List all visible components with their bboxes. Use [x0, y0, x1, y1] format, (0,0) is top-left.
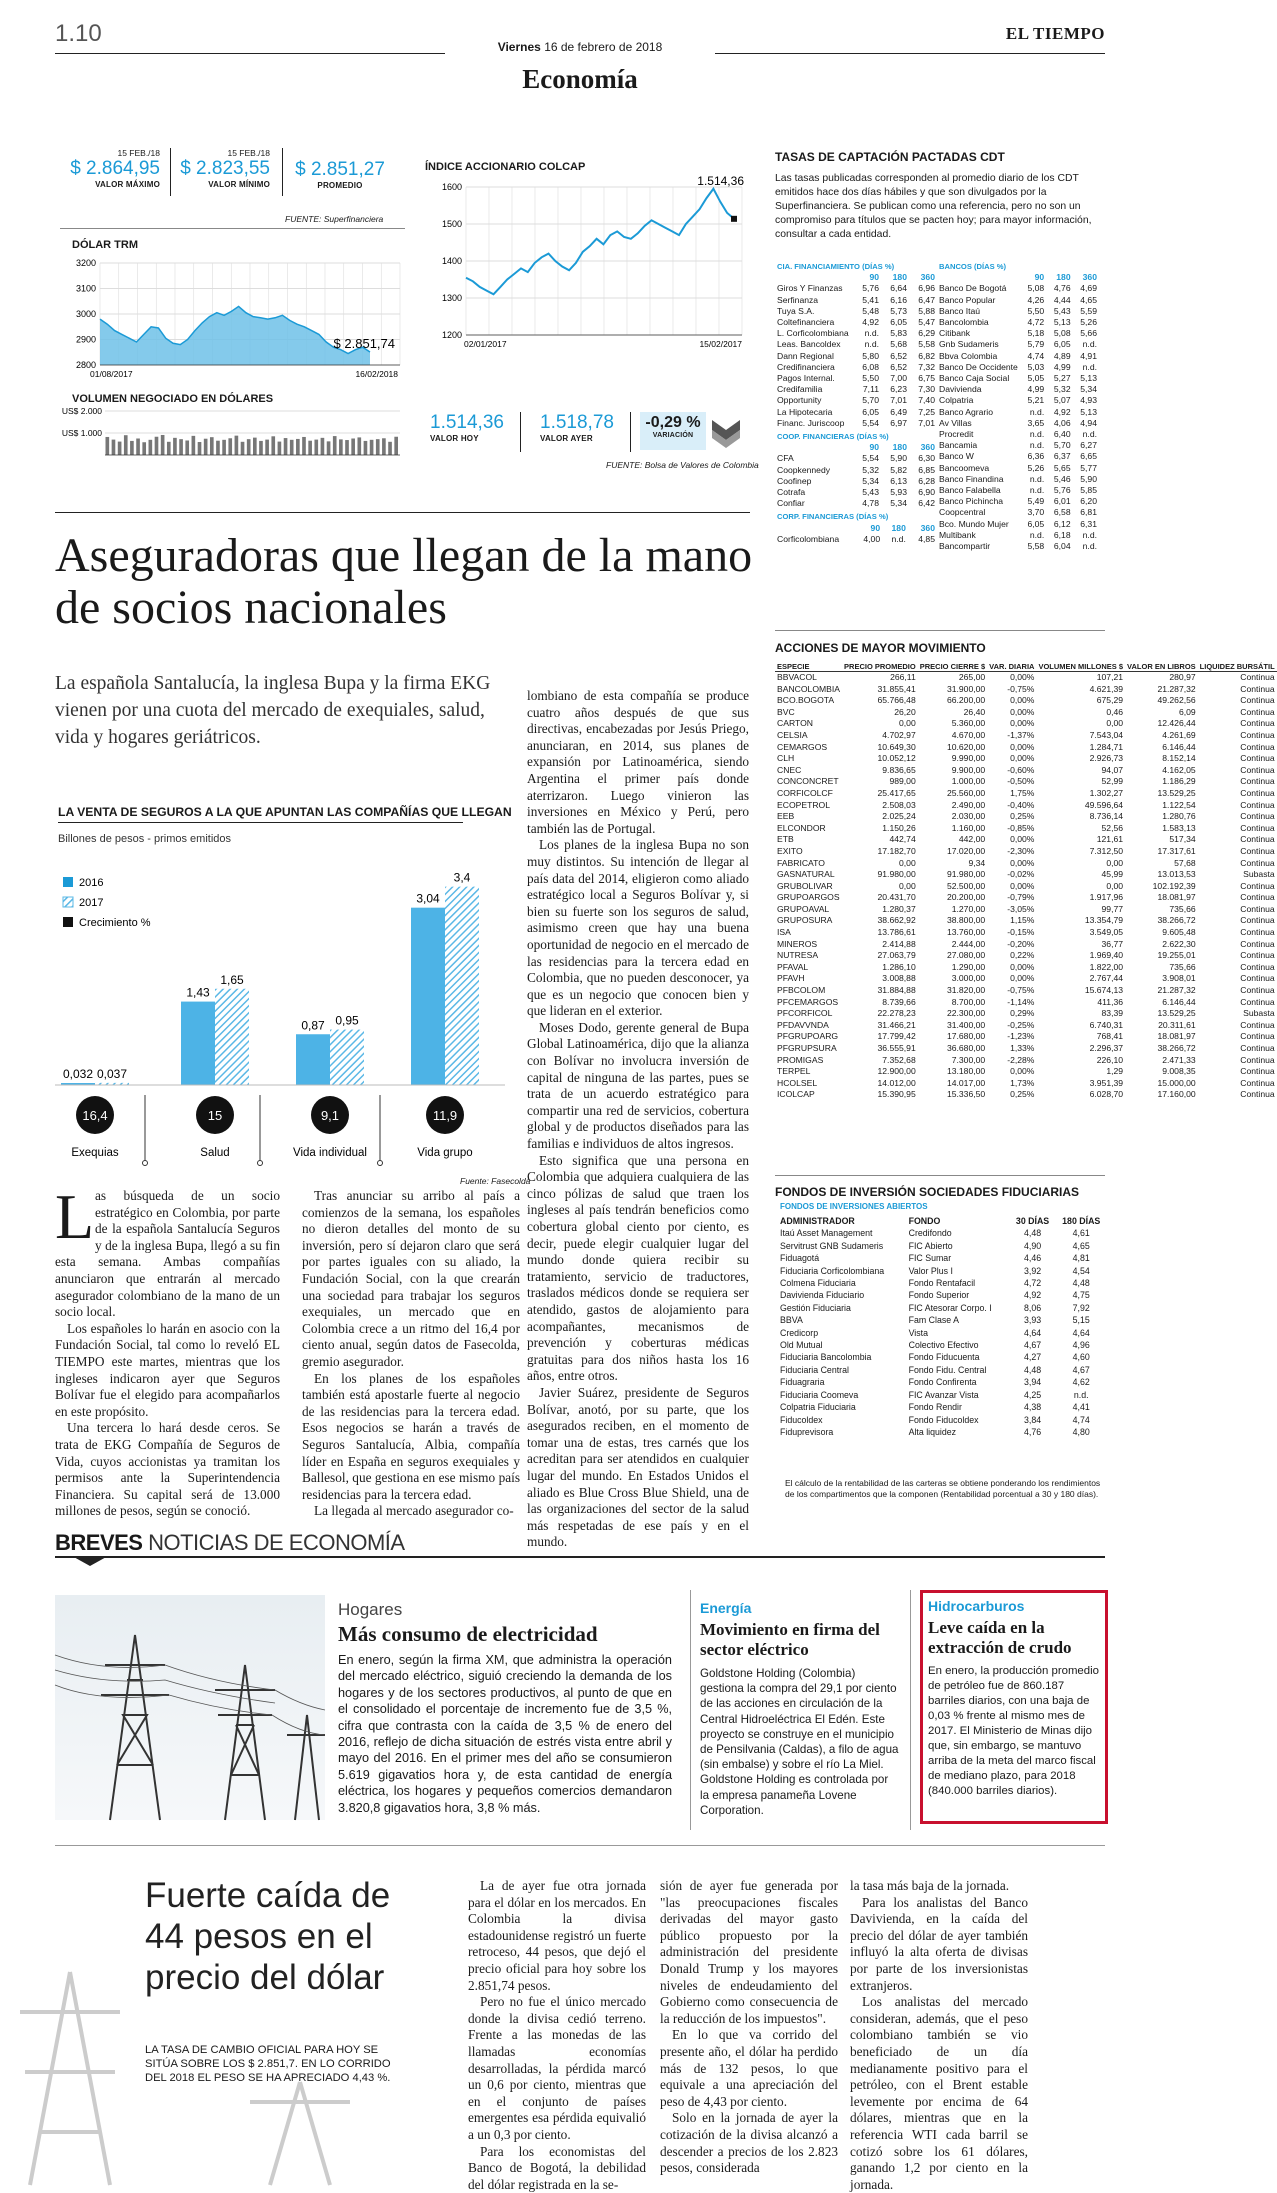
table-row: Banco Agrario n.d. 4,92 5,13	[937, 407, 1099, 418]
table-row: Banco W 6,36 6,37 6,65	[937, 451, 1099, 462]
volume-bar	[161, 435, 165, 455]
volume-bar	[302, 437, 306, 455]
volume-bar	[253, 438, 257, 455]
table-row: Fiduciaria Bancolombia Fondo Fiducuenta 4,27 4,60	[777, 1351, 1107, 1363]
table-row: Gestión Fiduciaria FIC Atesorar Corpo. I 8,06 7,92	[777, 1302, 1107, 1314]
growth-label: 9,1	[321, 1108, 339, 1123]
table-row: ECOPETROL 2.508,03 2.490,00 -0,40% 49.596,64 1.122,54 Continua	[775, 800, 1277, 812]
colcap-summary: 1.514,36 VALOR HOY 1.518,78 VALOR AYER -0,29 % VARIACIÓN	[430, 412, 750, 468]
legend-label: 2016	[79, 877, 103, 889]
table-row: PFDAVVNDA 31.466,21 31.400,00 -0,25% 6.740,31 20.311,61 Continua	[775, 1020, 1277, 1032]
table-header: 90 180 360	[775, 442, 937, 453]
volume-bar	[124, 435, 128, 455]
energia-kicker: Energía	[700, 1600, 751, 1616]
volume-bar	[179, 439, 183, 455]
volumen-chart-title: VOLUMEN NEGOCIADO EN DÓLARES	[72, 393, 273, 405]
chevron-down-icon	[712, 416, 740, 448]
y-tick-label: US$ 1.000	[62, 428, 102, 438]
value-label-2017: 3,4	[454, 871, 471, 885]
table-row: Banco Itaú 5,50 5,43 5,59	[937, 306, 1099, 317]
table-row: Opportunity 5,70 7,01 7,40	[775, 395, 937, 406]
volume-bar	[388, 442, 392, 455]
volume-bar	[327, 441, 331, 455]
trm-chart-title: DÓLAR TRM	[72, 239, 138, 251]
volume-bar	[321, 438, 325, 455]
growth-label: 15	[208, 1108, 222, 1123]
table-row: Fiduagotá FIC Sumar 4,46 4,81	[777, 1252, 1107, 1264]
seguros-chart-title: LA VENTA DE SEGUROS A LA QUE APUNTAN LAS COMPAÑÍAS QUE LLEGAN	[58, 805, 512, 819]
y-tick-label: 2800	[76, 360, 96, 370]
volume-bar	[314, 440, 318, 455]
paragraph: Una tercera lo hará desde ceros. Se trata de EKG Compañía de Seguros de Vida, cuyos accionistas ya tramitan los permisos ante la Superintendencia Financiera. Su capital será de 13.000 millones de pesos, según se conoció.	[55, 1420, 280, 1520]
table-row: Coopkennedy 5,32 5,82 6,85	[775, 465, 937, 476]
table-row: Coopcentral 3,70 6,58 6,81	[937, 507, 1099, 518]
value-label-2017: 1,65	[220, 973, 244, 987]
x-tick-label: 01/08/2017	[90, 369, 133, 379]
x-tick-label: 16/02/2018	[355, 369, 398, 379]
table-row: Gnb Sudameris 5,79 6,05 n.d.	[937, 339, 1099, 350]
table-row: Av Villas 3,65 4,06 4,94	[937, 418, 1099, 429]
table-row: Banco Popular 4,26 4,44 4,65	[937, 295, 1099, 306]
legend-swatch	[63, 897, 73, 907]
hogares-title: Más consumo de electricidad	[338, 1622, 598, 1647]
table-row: Citibank 5,18 5,08 5,66	[937, 328, 1099, 339]
volume-bar	[382, 438, 386, 455]
y-tick-label: 3000	[76, 309, 96, 319]
seguros-source: Fuente: Fasecolda	[460, 1176, 530, 1186]
hidrocarburos-title: Leve caída en la extracción de crudo	[928, 1618, 1103, 1658]
cdt-table	[937, 261, 1099, 552]
power-lines-photo	[55, 1595, 325, 1820]
hidrocarburos-kicker: Hidrocarburos	[928, 1598, 1024, 1614]
dolar-story-deck: LA TASA DE CAMBIO OFICIAL PARA HOY SE SITÚA SOBRE LOS $ 2.851,7. EN LO CORRIDO DEL 2018 EL PESO SE HA APRECIADO 4,43 %.	[145, 2043, 405, 2085]
legend-label: Crecimiento %	[79, 917, 151, 929]
category-label: Exequias	[71, 1147, 119, 1159]
colcap-last-label: 1.514,36	[697, 174, 744, 188]
volume-bar	[339, 439, 343, 455]
table-row: Itaú Asset Management Credifondo 4,48 4,61	[777, 1227, 1107, 1239]
table-row: CONCONCRET 989,00 1.000,00 -0,50% 52,99 1.186,29 Continua	[775, 776, 1277, 788]
table-row: Cotrafa 5,43 5,93 6,90	[775, 487, 937, 498]
energia-title: Movimiento en firma del sector eléctrico	[700, 1620, 890, 1660]
paragraph: Esto significa que una persona en Colombia que adquiera cualquiera de las cinco pólizas de salud que traen los ingleses al país tendrán beneficios como cobertura global ciento por ciento, es decir, puede elegir cualquier lugar del mundo donde quiera recibir su tratamiento, servicio de traductores, traslados médicos donde se requiera ser atendido, gastos de alojamiento para acompañantes, mecanismos de prevención y coberturas médicas gratuitas para dos niños hasta los 16 años, entre otros.	[527, 1153, 749, 1385]
colcap-ayer-value: 1.518,78	[540, 412, 614, 434]
fondos-table	[777, 1215, 1107, 1438]
volume-bar	[136, 439, 140, 456]
bar-2017	[215, 989, 249, 1085]
dolar-story-col1	[468, 1878, 646, 2193]
table-row: CFA 5,54 5,90 6,30	[775, 453, 937, 464]
y-tick-label: 2900	[76, 335, 96, 345]
volume-bar	[278, 442, 282, 455]
y-tick-label: 3200	[76, 258, 96, 268]
table-row: HCOLSEL 14.012,00 14.017,00 1,73% 3.951,39 15.000,00 Continua	[775, 1078, 1277, 1090]
value-label-2016: 3,04	[416, 892, 440, 906]
table-row: Colpatria 5,21 5,07 4,93	[937, 395, 1099, 406]
table-row: GRUBOLIVAR 0,00 52.500,00 0,00% 0,00 102.192,39 Continua	[775, 881, 1277, 893]
page-header	[55, 20, 1105, 100]
brand-logo: EL TIEMPO	[1006, 24, 1105, 44]
table-header: 90 180 360	[775, 523, 937, 534]
y-tick-label: 1200	[442, 330, 462, 340]
volume-bar	[228, 438, 232, 455]
table-row: Fiduagraria Fondo Confirenta 3,94 4,62	[777, 1376, 1107, 1388]
table-row: TERPEL 12.900,00 13.180,00 0,00% 1,29 9.008,35 Continua	[775, 1066, 1277, 1078]
cdt-left-tables	[775, 261, 945, 545]
table-row: ISA 13.786,61 13.760,00 -0,15% 3.549,05 9.605,48 Continua	[775, 927, 1277, 939]
paragraph: la tasa más baja de la jornada.	[850, 1878, 1028, 1895]
dolar-story-col3	[850, 1878, 1028, 2193]
cdt-intro: Las tasas publicadas corresponden al promedio diario de los CDT emitidos hace dos días hábiles y que son divulgados por la Superfinanciera. Se publican como una referencia, pero no son un compromiso para títulos que se pacten hoy; para mayor información, consultar a cada entidad.	[775, 172, 1105, 242]
value-label-2016: 0,87	[301, 1018, 325, 1032]
volume-bar	[296, 439, 300, 455]
growth-label: 11,9	[433, 1108, 457, 1123]
volume-bar	[265, 440, 269, 455]
paragraph: Solo en la jornada de ayer la cotización de la divisa alcanzó a descender a precios de los 2.823 pesos, considerada	[660, 2110, 838, 2176]
volume-bar	[284, 438, 288, 455]
fondos-subtitle: FONDOS DE INVERSIONES ABIERTOS	[780, 1202, 928, 1211]
volume-bar	[149, 440, 153, 455]
y-tick-label: 3100	[76, 284, 96, 294]
table-row: CEMARGOS 10.649,30 10.620,00 0,00% 1.284,71 6.146,44 Continua	[775, 742, 1277, 754]
volume-bar	[290, 440, 294, 455]
seguros-chart	[55, 845, 525, 1195]
table-row: Banco De Occidente 5,03 4,99 n.d.	[937, 362, 1099, 373]
divider-dot	[258, 1161, 263, 1166]
table-row: Bancoomeva 5,26 5,65 5,77	[937, 463, 1099, 474]
volume-bar	[222, 440, 226, 455]
table-row: FABRICATO 0,00 9,34 0,00% 0,00 57,68 Continua	[775, 858, 1277, 870]
legend-label: 2017	[79, 897, 103, 909]
table-row: Bancompartir 5,58 6,04 n.d.	[937, 541, 1099, 552]
acciones-title: ACCIONES DE MAYOR MOVIMIENTO	[775, 641, 986, 655]
table-row: Fiduciaria Coomeva FIC Avanzar Vista 4,25 n.d.	[777, 1389, 1107, 1401]
category-label: Vida grupo	[417, 1147, 472, 1159]
value-label-2016: 0,032	[63, 1067, 93, 1081]
aseguradoras-dropcap: L	[55, 1185, 94, 1249]
volume-bar	[167, 442, 171, 455]
table-row: MINEROS 2.414,88 2.444,00 -0,20% 36,77 2.622,30 Continua	[775, 939, 1277, 951]
paragraph: sión de ayer fue generada por "las preocupaciones fiscales derivadas del mayor gasto público propuesto por la administración del presidente Donald Trump y los mayores niveles de endeudamiento del Gobierno como consecuencia de la reducción de los impuestos".	[660, 1878, 838, 2027]
table-row: Procredit n.d. 6,40 n.d.	[937, 429, 1099, 440]
table-row: PFGRUPSURA 36.555,91 36.680,00 1,33% 2.296,37 38.266,72 Continua	[775, 1043, 1277, 1055]
paragraph: as búsqueda de un socio estratégico en Colombia, por parte de la española Santalucía Seguros y de la inglesa Bupa, llegó a su fin esta semana. Ambas compañías anunciaron que entrarán al mercado asegurador colombiano de la mano de un socio local.	[55, 1188, 280, 1321]
table-group-header: BANCOS (DÍAS %)	[937, 261, 1099, 272]
breves-label: BREVES NOTICIAS DE ECONOMÍA	[55, 1530, 405, 1556]
colcap-chart	[420, 175, 750, 355]
paragraph: En lo que va corrido del presente año, el dólar ha perdido más de 132 pesos, lo que equivale a una apreciación del peso de 4,43 por ciento.	[660, 2027, 838, 2110]
bar-2017	[445, 887, 479, 1085]
table-row: EEB 2.025,24 2.030,00 0,25% 8.736,14 1.280,76 Continua	[775, 811, 1277, 823]
trm-last-label: $ 2.851,74	[334, 336, 395, 351]
y-tick-label: 1400	[442, 256, 462, 266]
aseguradoras-deck: La española Santalucía, la inglesa Bupa y la firma EKG vienen por una cuota del mercado de exequiales, salud, vida y hogares geriátricos.	[55, 670, 520, 751]
table-row: CARTON 0,00 5.360,00 0,00% 0,00 12.426,44 Continua	[775, 718, 1277, 730]
table-row: Banco Caja Social 5,05 5,27 5,13	[937, 373, 1099, 384]
table-row: Colpatria Fiduciaria Fondo Rendir 4,38 4,41	[777, 1401, 1107, 1413]
colcap-chart-title: ÍNDICE ACCIONARIO COLCAP	[425, 161, 585, 173]
table-row: ICOLCAP 15.390,95 15.336,50 0,25% 6.028,70 17.160,00 Continua	[775, 1089, 1277, 1101]
table-row: Fiduciaria Corficolombiana Valor Plus I 3,92 4,54	[777, 1265, 1107, 1277]
table-row: Coltefinanciera 4,92 6,05 5,47	[775, 317, 937, 328]
page-number: 1.10	[55, 20, 102, 48]
table-row: Banco Falabella n.d. 5,76 5,85	[937, 485, 1099, 496]
cdt-title: TASAS DE CAPTACIÓN PACTADAS CDT	[775, 150, 1005, 164]
table-row: PFCORFICOL 22.278,23 22.300,00 0,29% 83,39 13.529,25 Subasta	[775, 1008, 1277, 1020]
seguros-chart-subtitle: Billones de pesos - primos emitidos	[58, 833, 231, 845]
table-row: Davivienda 4,99 5,32 5,34	[937, 384, 1099, 395]
table-row: CLH 10.052,12 9.990,00 0,00% 2.926,73 8.152,14 Continua	[775, 753, 1277, 765]
table-row: PFAVH 3.008,88 3.000,00 0,00% 2.767,44 3.908,01 Continua	[775, 973, 1277, 985]
table-row: Corficolombiana 4,00 n.d. 4,85	[775, 534, 937, 545]
table-row: CNEC 9.836,65 9.900,00 -0,60% 94,07 4.162,05 Continua	[775, 765, 1277, 777]
table-row: BVC 26,20 26,40 0,00% 0,46 6,09 Continua	[775, 707, 1277, 719]
paragraph: La de ayer fue otra jornada para el dólar en los mercados. En Colombia la divisa estadounidense registró un fuerte retroceso, 44 pesos, que dejó el precio oficial para hoy sobre los 2.851,74 pesos.	[468, 1878, 646, 1994]
value-label-2017: 0,95	[335, 1014, 359, 1028]
volume-bar	[357, 437, 361, 455]
value-label-2016: 1,43	[186, 986, 210, 1000]
table-group-header: COOP. FINANCIERAS (DÍAS %)	[775, 431, 937, 442]
y-tick-label: 1600	[442, 182, 462, 192]
table-row: BBVACOL 266,11 265,00 0,00% 107,21 280,97 Continua	[775, 672, 1277, 684]
table-row: Financ. Juriscoop 5,54 6,97 7,01	[775, 418, 937, 429]
table-row: Bco. Mundo Mujer 6,05 6,12 6,31	[937, 519, 1099, 530]
volume-bar	[192, 436, 196, 455]
table-header: ADMINISTRADOR FONDO 30 DÍAS 180 DÍAS	[777, 1215, 1107, 1227]
category-label: Vida individual	[293, 1147, 367, 1159]
volume-bar	[216, 441, 220, 455]
volume-bar	[370, 440, 374, 455]
paragraph: Tras anunciar su arribo al país a comienzos de la semana, los españoles no dieron detalles del monto de su inversión, pero sí dejaron claro que será por partes iguales con su aliado, la Fundación Social, con la que crearán una sociedad para trabajar los seguros exequiales, un mercado que en Colombia crece a un ritmo del 16,4 por ciento anual, según datos de Fasecolda, gremio asegurador.	[302, 1188, 520, 1371]
table-row: NUTRESA 27.063,79 27.080,00 0,22% 1.969,40 19.255,01 Continua	[775, 950, 1277, 962]
table-group-header: CORP. FINANCIERAS (DÍAS %)	[775, 511, 937, 522]
cdt-table	[775, 261, 937, 429]
table-row: Serfinanza 5,41 6,16 6,47	[775, 295, 937, 306]
aseguradoras-col2	[302, 1188, 520, 1520]
table-row: L. Corficolombiana n.d. 5,83 6,29	[775, 328, 937, 339]
volume-bar	[308, 441, 312, 455]
dolar-story-headline: Fuerte caída de 44 pesos en el precio del dólar	[145, 1875, 435, 1998]
table-header: 90 180 360	[937, 272, 1099, 283]
paragraph: Javier Suárez, presidente de Seguros Bolívar, anotó, por su parte, que los asegurados reciben, en el momento de tomar una de estas, tres carnés que los acreditan para ser atendidos en cualquier lugar del mundo. En Estados Unidos el aliado es Blue Cross Blue Shield, una de las organizaciones del sector de la salud más respetadas de ese país y en el mundo.	[527, 1385, 749, 1551]
table-row: Davivienda Fiduciario Fondo Superior 4,92 4,75	[777, 1289, 1107, 1301]
acciones-table	[775, 662, 1277, 1101]
table-row: Fiduprevisora Alta liquidez 4,76 4,80	[777, 1426, 1107, 1438]
cdt-table	[775, 431, 937, 509]
dolar-story-col2	[660, 1878, 838, 2177]
bar-2016	[181, 1002, 215, 1085]
paragraph: lombiano de esta compañía se produce cuatro años después de que sus directivas, encabezadas por Jesús Priego, anunciaran, en 2014, sus planes de expansión por Latinoamérica, siendo Argentina el primer país donde aterrizaron. Luego vinieron las inversiones en México y Perú, pero también las de Portugal.	[527, 688, 749, 837]
legend-swatch	[63, 877, 73, 887]
table-row: Credicorp Vista 4,64 4,64	[777, 1327, 1107, 1339]
volume-bar	[118, 442, 122, 455]
table-row: ELCONDOR 1.150,26 1.160,00 -0,85% 52,56 1.583,13 Continua	[775, 823, 1277, 835]
table-row: Tuya S.A. 5,48 5,73 5,88	[775, 306, 937, 317]
table-row: GRUPOAVAL 1.280,37 1.270,00 -3,05% 99,77 735,66 Continua	[775, 904, 1277, 916]
hogares-body: En enero, según la firma XM, que administra la operación del mercado eléctrico, siguió creciendo la demanda de los hogares y de los sectores productivos, al punto de que en el consolidado el porcentaje de incremento fue de 3,5 %, cifra que contrasta con la caída de 3,5 % de enero del 2016, reflejo de dicha situación de estrés vista entre abril y mayo del 2016. En el primer mes del año se consumieron 5.619 gigavatios hora y, de esta cantidad de energía eléctrica, los hogares y pequeños comercios demandaron 3.820,8 gigavatios hora, 3,8 % más.	[338, 1652, 672, 1816]
volume-bar	[204, 439, 208, 455]
hogares-kicker: Hogares	[338, 1600, 402, 1620]
dolar-source: FUENTE: Superfinanciera	[285, 214, 383, 224]
table-row: Confiar 4,78 5,34 6,42	[775, 498, 937, 509]
table-row: Old Mutual Colectivo Efectivo 4,67 4,96	[777, 1339, 1107, 1351]
table-row: BBVA Fam Clase A 3,93 5,15	[777, 1314, 1107, 1326]
breves-notch-icon	[72, 1556, 108, 1566]
table-row: Pagos Internal. 5,50 7,00 6,75	[775, 373, 937, 384]
table-row: Coofinep 5,34 6,13 6,28	[775, 476, 937, 487]
volume-bar	[112, 440, 116, 455]
table-row: PFBCOLOM 31.884,88 31.820,00 -0,75% 15.674,13 21.287,32 Continua	[775, 985, 1277, 997]
table-header: 90 180 360	[775, 272, 937, 283]
table-row: Fiducoldex Fondo Fiducoldex 3,84 4,74	[777, 1414, 1107, 1426]
aseguradoras-col1	[55, 1188, 280, 1520]
bar-2016	[296, 1034, 330, 1085]
colcap-source: FUENTE: Bolsa de Valores de Colombia	[606, 460, 759, 470]
aseguradoras-col3	[527, 688, 749, 1551]
y-tick-label: US$ 2.000	[62, 406, 102, 416]
table-row: PFCEMARGOS 8.739,66 8.700,00 -1,14% 411,36 6.146,44 Continua	[775, 997, 1277, 1009]
volume-bar	[364, 441, 368, 455]
bar-2016	[411, 908, 445, 1085]
y-tick-label: 1500	[442, 219, 462, 229]
section-title: Economía	[55, 64, 1105, 95]
volume-bar	[394, 437, 398, 455]
cdt-table	[775, 511, 937, 545]
volume-bar	[155, 437, 159, 455]
energia-body: Goldstone Holding (Colombia) gestiona la compra del 29,1 por ciento de las acciones en circulación de la Central Hidroeléctrica El Edén. Este proyecto se construye en el municipio de Pensilvania (Caldas), a filo de agua (sin embalse) y sobre el río La Miel. Goldstone Holding es controlada por la empresa panameña Lovene Corporation.	[700, 1666, 900, 1818]
volume-bar	[198, 442, 202, 455]
table-row: PFGRUPOARG 17.799,42 17.680,00 -1,23% 768,41 18.081,97 Continua	[775, 1031, 1277, 1043]
dolar-max-value: $ 2.864,95	[60, 158, 160, 180]
volume-bar	[271, 436, 275, 455]
trm-area	[100, 306, 370, 365]
volume-bar	[210, 437, 214, 455]
colcap-last-point	[731, 216, 737, 222]
table-group-header: CIA. FINANCIAMIENTO (DÍAS %)	[775, 261, 937, 272]
volume-bar	[106, 437, 110, 455]
paragraph: Para los analistas del Banco Davivienda, en la caída del precio del dólar de ayer también influyó la alta oferta de divisas por parte de los inversionistas extranjeros.	[850, 1895, 1028, 1995]
x-tick-label: 15/02/2017	[699, 339, 742, 349]
dolar-avg-value: $ 2.851,27	[290, 159, 390, 181]
divider-dot	[143, 1161, 148, 1166]
table-row: Bancamia n.d. 5,70 6,27	[937, 440, 1099, 451]
divider-dot	[378, 1161, 383, 1166]
volume-bar	[259, 441, 263, 455]
paragraph: Los analistas del mercado consideran, además, que el peso colombiano también se vio beneficiado de un día medianamente positivo para el petróleo, con el Brent estable levemente por encima de 64 dólares, mientras que en la referencia WTI cada barril se cotizó sobre los 61 dólares, ganando 1,2 por ciento en la jornada.	[850, 1994, 1028, 2193]
volume-bar	[345, 440, 349, 455]
volumen-chart	[60, 405, 405, 477]
paragraph: Para los economistas del Banco de Bogotá, la debilidad del dólar registrada en la se-	[468, 2144, 646, 2193]
table-row: GRUPOSURA 38.662,92 38.800,00 1,15% 13.354,79 38.266,72 Continua	[775, 915, 1277, 927]
volume-bar	[235, 436, 239, 455]
trm-chart	[60, 255, 405, 385]
table-row: GASNATURAL 91.980,00 91.980,00 -0,02% 45,99 13.013,53 Subasta	[775, 869, 1277, 881]
table-row: Credifamilia 7,11 6,23 7,30	[775, 384, 937, 395]
paragraph: Moses Dodo, gerente general de Bupa Global Latinoamérica, dijo que la alianza con Bolívar no involucra inversión de capital de ninguna de las partes, pues se trata de un acuerdo estratégico para compartir una red de servicios, cobertura global y de productos diseñados para las familias e individuos de altos ingresos.	[527, 1020, 749, 1153]
table-row: Multibank n.d. 6,18 n.d.	[937, 530, 1099, 541]
paragraph: Los españoles lo harán en asocio con la Fundación Social, tal como lo reveló EL TIEMPO este martes, mientras que los ingleses indicaron ayer que Seguros Bolívar fue el elegido para acompañarlos en este propósito.	[55, 1321, 280, 1421]
x-tick-label: 02/01/2017	[464, 339, 507, 349]
volume-bar	[241, 442, 245, 455]
paragraph: Los planes de la inglesa Bupa no son muy distintos. Su intención de llegar al país data del 2014, eligieron como aliado estratégico local a Seguros Bolívar y, si bien su fuerte son los seguros de salud, asimismo creen que hay una buena oportunidad de negocio en el mercado de las residencias para la tercera edad en Colombia, que no pueden desconocer, ya que es un negocio que conocen bien y que lideran en el exterior.	[527, 837, 749, 1020]
table-row: Banco De Bogotá 5,08 4,76 4,69	[937, 283, 1099, 294]
table-row: GRUPOARGOS 20.431,70 20.200,00 -0,79% 1.917,96 18.081,97 Continua	[775, 892, 1277, 904]
fondos-note: El cálculo de la rentabilidad de las carteras se obtiene ponderando los rendimientos de los compartimentos que la componen (Rentabilidad porcentual a 30 y 180 días).	[785, 1478, 1105, 1500]
volume-bar	[333, 436, 337, 455]
volume-bar	[247, 439, 251, 455]
table-row: Banco Finandina n.d. 5,46 5,90	[937, 474, 1099, 485]
table-row: Credifinanciera 6,08 6,52 7,32	[775, 362, 937, 373]
category-label: Salud	[200, 1147, 229, 1159]
table-row: Fiduciaria Central Fondo Fidu. Central 4,48 4,67	[777, 1364, 1107, 1376]
cdt-right-table	[937, 261, 1107, 552]
table-row: Giros Y Finanzas 5,76 6,64 6,96	[775, 283, 937, 294]
table-row: Leas. Bancoldex n.d. 5,68 5,58	[775, 339, 937, 350]
table-row: Bancolombia 4,72 5,13 5,26	[937, 317, 1099, 328]
header-date: Viernes 16 de febrero de 2018	[55, 40, 1105, 54]
table-row: Bbva Colombia 4,74 4,89 4,91	[937, 351, 1099, 362]
table-row: Banco Pichincha 5,49 6,01 6,20	[937, 496, 1099, 507]
value-label-2017: 0,037	[97, 1067, 127, 1081]
table-row: Colmena Fiduciaria Fondo Rentafacil 4,72 4,48	[777, 1277, 1107, 1289]
table-row: ETB 442,74 442,00 0,00% 121,61 517,34 Continua	[775, 834, 1277, 846]
dolar-min-value: $ 2.823,55	[170, 158, 270, 180]
growth-label: 16,4	[82, 1108, 107, 1123]
table-row: PROMIGAS 7.352,68 7.300,00 -2,28% 226,10 2.471,33 Continua	[775, 1055, 1277, 1067]
table-row: PFAVAL 1.286,10 1.290,00 0,00% 1.822,00 735,66 Continua	[775, 962, 1277, 974]
colcap-line	[466, 189, 734, 294]
table-row: Dann Regional 5,80 6,52 6,82	[775, 351, 937, 362]
dolar-summary: 15 FEB./18 $ 2.864,95 VALOR MÁXIMO 15 FEB./18 $ 2.823,55 VALOR MÍNIMO $ 2.851,27 PROMEDIO	[60, 148, 400, 198]
table-row: EXITO 17.182,70 17.020,00 -2,30% 7.312,50 17.317,61 Continua	[775, 846, 1277, 858]
table-row: BCO.BOGOTA 65.766,48 66.200,00 0,00% 675,29 49.262,56 Continua	[775, 695, 1277, 707]
colcap-variation: -0,29 %	[640, 412, 706, 432]
aseguradoras-headline: Aseguradoras que llegan de la mano de socios nacionales	[55, 530, 755, 634]
fondos-title: FONDOS DE INVERSIÓN SOCIEDADES FIDUCIARIAS	[775, 1185, 1079, 1199]
table-row: CELSIA 4.702,97 4.670,00 -1,37% 7.543,04 4.261,69 Continua	[775, 730, 1277, 742]
volume-bar	[376, 439, 380, 455]
volume-bar	[185, 440, 189, 455]
legend-swatch	[63, 917, 73, 927]
volume-bar	[173, 438, 177, 455]
table-row: BANCOLOMBIA 31.855,41 31.900,00 -0,75% 4.621,39 21.287,32 Continua	[775, 684, 1277, 696]
paragraph: Pero no fue el único mercado donde la divisa cedió terreno. Frente a las monedas de las llamadas economías desarrolladas, la pérdida marcó un 0,6 por ciento, mientras que en el conjunto de países emergentes esa pérdida equivalió a un 0,3 por ciento.	[468, 1994, 646, 2143]
table-row: La Hipotecaria 6,05 6,49 7,25	[775, 407, 937, 418]
hidrocarburos-body: En enero, la producción promedio de petróleo fue de 860.187 barriles diarios, con una baja de 0,03 % frente al mismo mes de 2017. El Ministerio de Minas dijo que, sin embargo, se mantuvo arriba de la meta del marco fiscal de mediano plazo, para 2018 (840.000 barriles diarios).	[928, 1664, 1104, 1799]
table-row: Servitrust GNB Sudameris FIC Abierto 4,90 4,65	[777, 1240, 1107, 1252]
volume-bar	[142, 442, 146, 455]
bar-2017	[330, 1030, 364, 1085]
table-header: ESPECIE PRECIO PROMEDIO PRECIO CIERRE $ VAR. DIARIA VOLUMEN MILLONES $ VALOR EN LIBROS LIQUIDEZ BURSÁTIL	[775, 662, 1277, 672]
y-tick-label: 1300	[442, 293, 462, 303]
volume-bar	[351, 439, 355, 456]
paragraph: La llegada al mercado asegurador co-	[302, 1503, 520, 1520]
table-row: CORFICOLCF 25.417,65 25.560,00 1,75% 1.302,27 13.529,25 Continua	[775, 788, 1277, 800]
paragraph: En los planes de los españoles también está apostarle fuerte al negocio de las residencias para la tercera edad. Esos negocios se harán a través de Seguros Santalucía, Albia, compañía líder en España en seguros exequiales y Ballesol, que gestiona en ese mismo país residencias para la tercera edad.	[302, 1371, 520, 1504]
volume-bar	[130, 441, 134, 455]
colcap-hoy-value: 1.514,36	[430, 412, 504, 434]
